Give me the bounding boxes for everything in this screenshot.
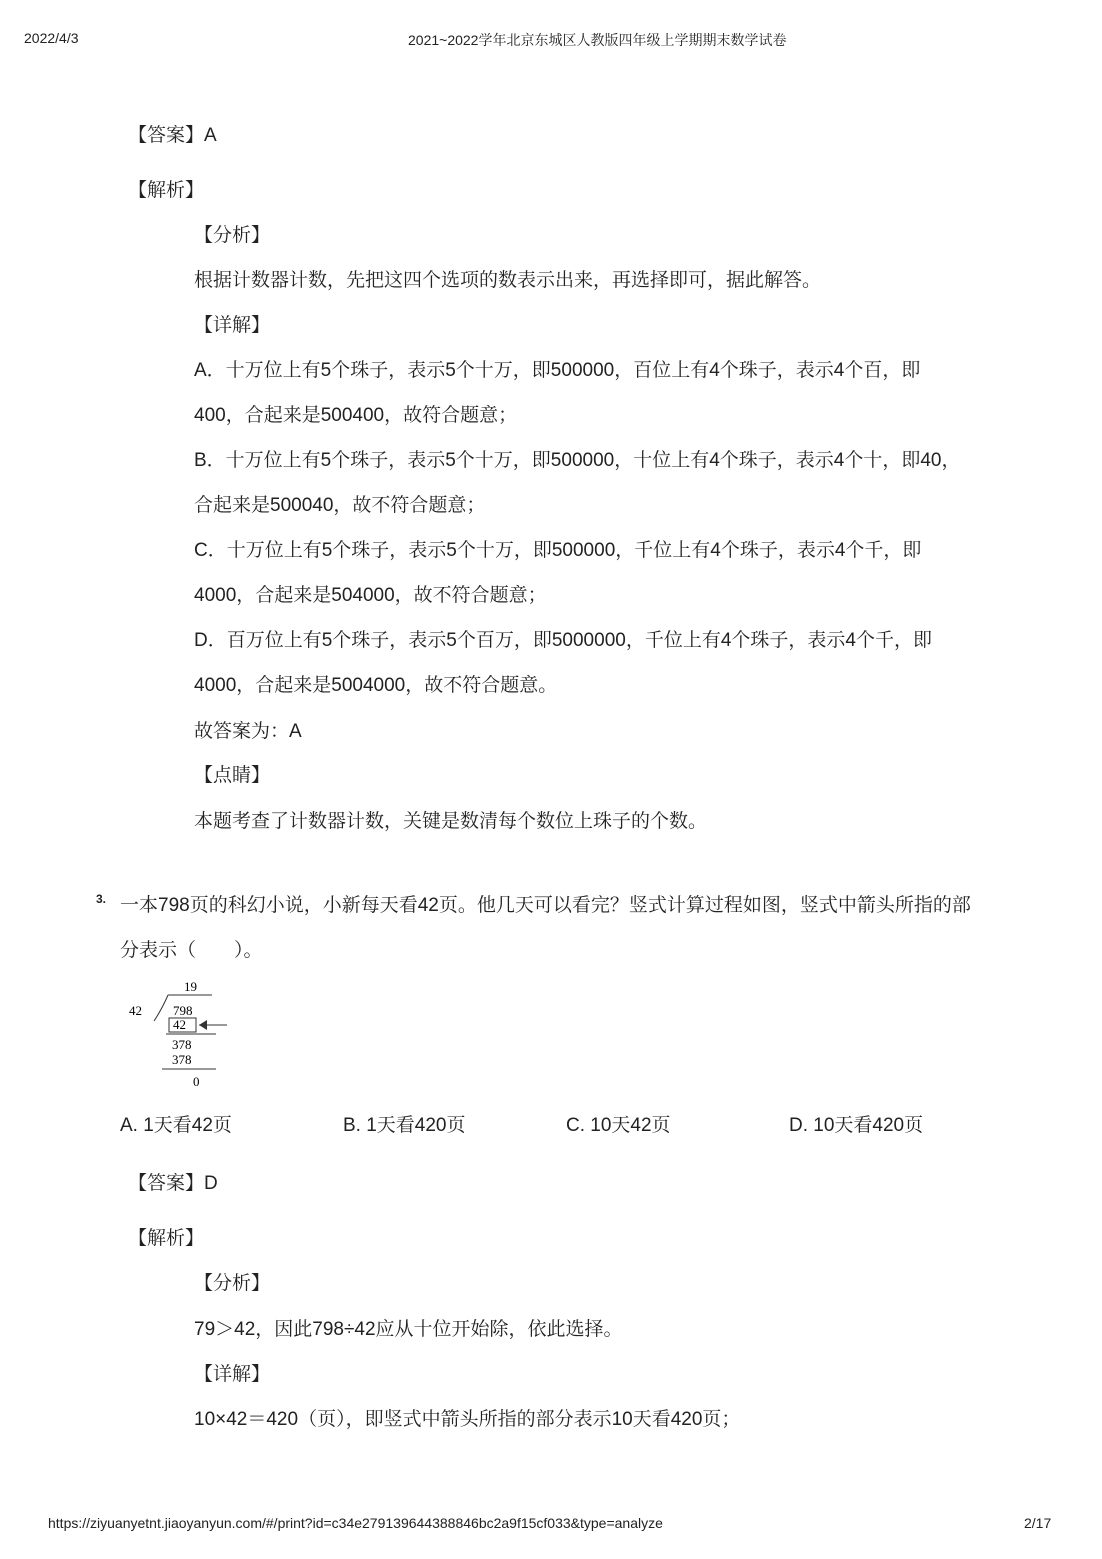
division-step1: 42 [173, 1017, 186, 1032]
q2-detail-line: 合起来是500040，故不符合题意； [194, 495, 486, 516]
option-b: B. 1天看420页 [343, 1115, 466, 1136]
division-remainder: 0 [193, 1074, 200, 1089]
page-title: 2021~2022学年北京东城区人教版四年级上学期期末数学试卷 [408, 32, 787, 48]
q3-fenxi-text: 79＞42，因此798÷42应从十位开始除，依此选择。 [194, 1319, 623, 1340]
option-c: C. 10天42页 [566, 1115, 671, 1136]
q3-analysis-label: 【解析】 [128, 1228, 205, 1249]
arrow-left-icon [199, 1020, 207, 1030]
division-step2: 378 [172, 1037, 192, 1052]
print-date: 2022/4/3 [24, 30, 79, 46]
question-number: 3. [96, 892, 107, 906]
q2-dianjing-label: 【点睛】 [194, 765, 271, 786]
footer-url[interactable]: https://ziyuanyetnt.jiaoyanyun.com/#/print?id=c34e279139644388846bc2a9f15cf033&type=analyze [48, 1515, 663, 1531]
q3-stem-line1: 一本798页的科幻小说，小新每天看42页。他几天可以看完？竖式计算过程如图，竖式中箭头所指的部 [120, 895, 971, 916]
q2-conclusion: 故答案为：A [194, 721, 302, 742]
long-division-figure [120, 975, 240, 1091]
q2-detail-line: 400，合起来是500400，故符合题意； [194, 405, 518, 426]
q2-dianjing-text: 本题考查了计数器计数，关键是数清每个数位上珠子的个数。 [194, 811, 708, 832]
division-bracket [154, 995, 168, 1021]
division-quotient: 19 [184, 979, 197, 994]
q3-answer: 【答案】D [128, 1173, 218, 1194]
option-d: D. 10天看420页 [789, 1115, 924, 1136]
q2-detail-line: D．百万位上有5个珠子，表示5个百万，即5000000，千位上有4个珠子，表示4个千，即 [194, 630, 932, 651]
q2-xiangjie-label: 【详解】 [194, 315, 271, 336]
q2-fenxi-text: 根据计数器计数，先把这四个选项的数表示出来，再选择即可，据此解答。 [194, 270, 822, 291]
division-step3: 378 [172, 1052, 192, 1067]
division-divisor: 42 [129, 1003, 142, 1018]
division-dividend: 798 [173, 1003, 193, 1018]
page-number: 2/17 [1024, 1515, 1052, 1531]
q2-detail-line: A．十万位上有5个珠子，表示5个十万，即500000，百位上有4个珠子，表示4个百，即 [194, 360, 921, 381]
q3-xiangjie-text: 10×42＝420（页），即竖式中箭头所指的部分表示10天看420页； [194, 1409, 741, 1430]
q3-xiangjie-label: 【详解】 [194, 1364, 271, 1385]
q2-fenxi-label: 【分析】 [194, 225, 271, 246]
q3-stem-line2: 分表示（ ）。 [120, 940, 263, 961]
q2-detail-line: 4000，合起来是504000，故不符合题意； [194, 585, 547, 606]
q2-detail-line: B．十万位上有5个珠子，表示5个十万，即500000，十位上有4个珠子，表示4个十，即40， [194, 450, 961, 471]
q2-answer: 【答案】A [128, 125, 217, 146]
q2-detail-line: C．十万位上有5个珠子，表示5个十万，即500000，千位上有4个珠子，表示4个千，即 [194, 540, 922, 561]
option-a: A. 1天看42页 [120, 1115, 232, 1136]
q2-analysis-label: 【解析】 [128, 180, 205, 201]
q2-detail-line: 4000，合起来是5004000，故不符合题意。 [194, 675, 558, 696]
q3-fenxi-label: 【分析】 [194, 1273, 271, 1294]
